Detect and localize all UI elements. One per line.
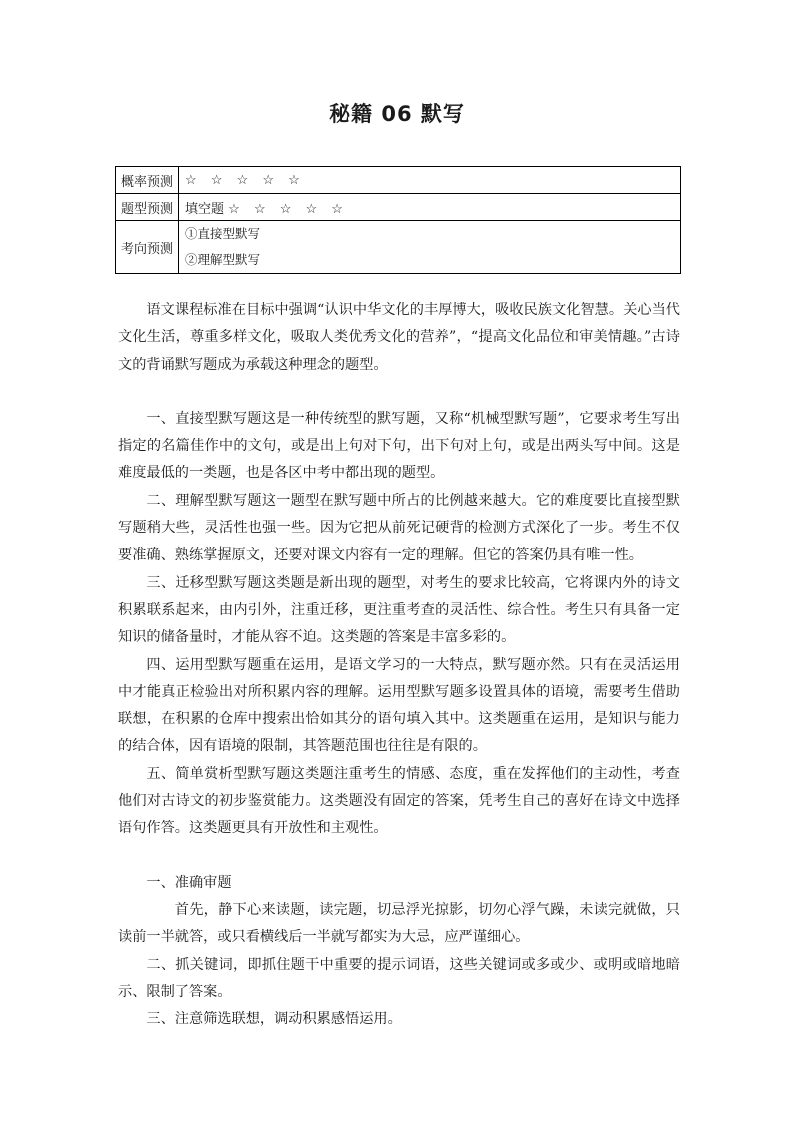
type-paragraph-application: 四、运用型默写题重在运用，是语文学习的一大特点，默写题亦然。只有在灵活运用中才能真正检验出对所积累内容的理解。运用型默写题多设置具体的语境，需要考生借助联想，在积累的仓库中搜索出恰如其分的语句填入其中。这类题重在运用，是知识与能力的结合体，因有语境的限制，其答题范围也往往是有限的。: [118, 656, 680, 755]
direction-item: ①直接型默写: [185, 226, 261, 241]
question-type-value: [179, 194, 681, 221]
tips-third: 三、注意筛选联想，调动积累感悟运用。: [146, 1011, 402, 1028]
question-type-label: 题型预测: [116, 194, 179, 221]
star-rating: ☆ ☆ ☆ ☆ ☆: [228, 201, 348, 217]
question-type-text: 填空题: [185, 201, 225, 217]
tips-second: 二、抓关键词，即抓住题干中重要的提示词语，这些关键词或多或少、或明或暗地暗示、限制了答案。: [118, 956, 680, 1000]
star-rating: ☆ ☆ ☆ ☆ ☆: [185, 172, 305, 188]
intro-paragraph: 语文课程标准在目标中强调“认识中华文化的丰厚博大，吸收民族文化智慧。关心当代文化生活，尊重多样文化，吸取人类优秀文化的营养”，“提高文化品位和审美情趣。”古诗文的背诵默写题成为承载这种理念的题型。: [118, 302, 680, 373]
direction-value: [179, 221, 681, 274]
probability-label: 概率预测: [116, 167, 179, 194]
table-row: [116, 167, 681, 194]
type-paragraph-direct: 一、直接型默写题这是一种传统型的默写题，又称“机械型默写题”，它要求考生写出指定的名篇佳作中的文句，或是出上句对下句，出下句对上句，或是出两头写中间。这是难度最低的一类题，也是各区中考中都出现的题型。: [118, 410, 680, 482]
type-paragraph-understanding: 二、理解型默写题这一题型在默写题中所占的比例越来越大。它的难度要比直接型默写题稍大些，灵活性也强一些。因为它把从前死记硬背的检测方式深化了一步。考生不仅要准确、熟练掌握原文，还要对课文内容有一定的理解。但它的答案仍具有唯一性。: [118, 492, 680, 564]
table-row: [116, 194, 681, 221]
prediction-table: [115, 166, 681, 274]
page-title: 秘籍 06 默写: [329, 102, 465, 126]
table-row: [116, 221, 681, 274]
tips-first: 首先，静下心来读题，读完题，切忌浮光掠影，切勿心浮气躁，未读完就做，只读前一半就答，或只看横线后一半就写都实为大忌，应严谨细心。: [118, 901, 680, 946]
type-paragraph-transfer: 三、迁移型默写题这类题是新出现的题型，对考生的要求比较高，它将课内外的诗文积累联系起来，由内引外，注重迁移，更注重考查的灵活性、综合性。考生只有具备一定知识的储备量时，才能从容不迫。这类题的答案是丰富多彩的。: [118, 574, 680, 646]
body-text: [118, 297, 680, 1033]
direction-label: 考向预测: [116, 221, 179, 274]
type-paragraph-appreciation: 五、简单赏析型默写题这类题注重考生的情感、态度，重在发挥他们的主动性，考查他们对古诗文的初步鉴赏能力。这类题没有固定的答案，凭考生自己的喜好在诗文中选择语句作答。这类题更具有开放性和主观性。: [118, 765, 680, 837]
probability-stars: [179, 167, 681, 194]
direction-item: ②理解型默写: [185, 252, 261, 267]
tips-heading: 一、准确审题: [146, 874, 232, 891]
